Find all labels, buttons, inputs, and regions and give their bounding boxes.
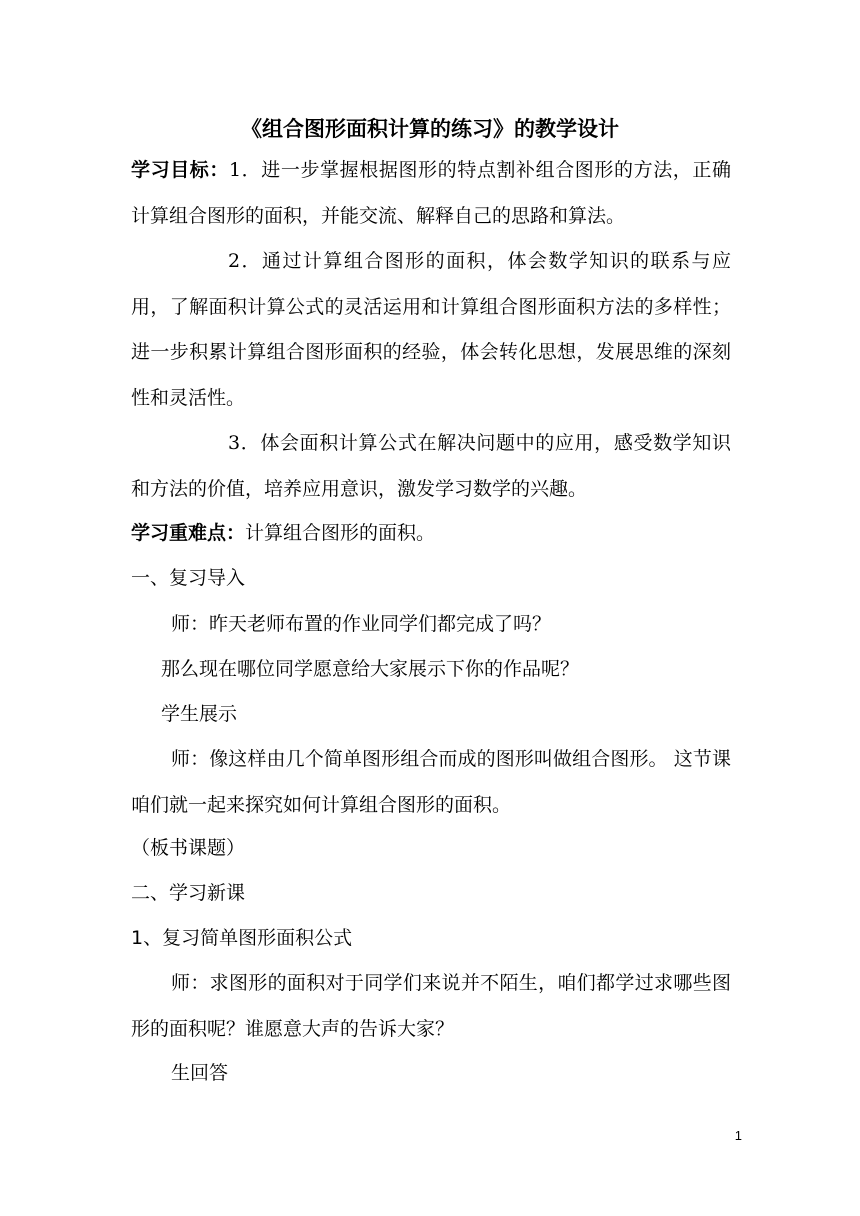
key-points-label: 学习重难点：	[131, 522, 246, 544]
section2-line2: 生回答	[171, 1062, 229, 1084]
page-number: 1	[734, 1128, 742, 1143]
objective-2: 2．通过计算组合图形的面积，体会数学知识的联系与应用，了解面积计算公式的灵活运用和计算组合图形面积方法的多样性；进一步积累计算组合图形面积的经验，体会转化思想，发展思维的深刻性和灵活性。	[131, 250, 731, 409]
section1-line3: 学生展示	[161, 703, 238, 725]
section1-line2: 那么现在哪位同学愿意给大家展示下你的作品呢？	[161, 658, 580, 680]
section2-sub1-text: 1、复习简单图形面积公式	[131, 927, 353, 949]
key-points-text: 计算组合图形的面积。	[245, 522, 436, 544]
objective-3: 3．体会面积计算公式在解决问题中的应用，感受数学知识和方法的价值，培养应用意识，激发学习数学的兴趣。	[131, 432, 731, 500]
document-title: 《组合图形面积计算的练习》的教学设计	[241, 116, 619, 141]
section2-line1: 师：求图形的面积对于同学们来说并不陌生，咱们都学过求哪些图形的面积呢？谁愿意大声的告诉大家？	[131, 972, 731, 1040]
section1-line5: （板书课题）	[131, 837, 246, 859]
key-points	[131, 511, 731, 557]
objective-1	[131, 148, 731, 239]
objective-1-text: 1．进一步掌握根据图形的特点割补组合图形的方法，正确计算组合图形的面积，并能交流、解释自己的思路和算法。	[131, 159, 731, 227]
section2-heading: 二、学习新课	[131, 882, 246, 904]
section1-line4: 师：像这样由几个简单图形组合而成的图形叫做组合图形。 这节课咱们就一起来探究如何计算组合图形的面积。	[131, 748, 731, 816]
section1-line1: 师：昨天老师布置的作业同学们都完成了吗？	[171, 613, 552, 635]
objectives-label: 学习目标：	[131, 159, 229, 181]
section2-sub1	[131, 916, 731, 962]
section1-heading: 一、复习导入	[131, 567, 246, 589]
